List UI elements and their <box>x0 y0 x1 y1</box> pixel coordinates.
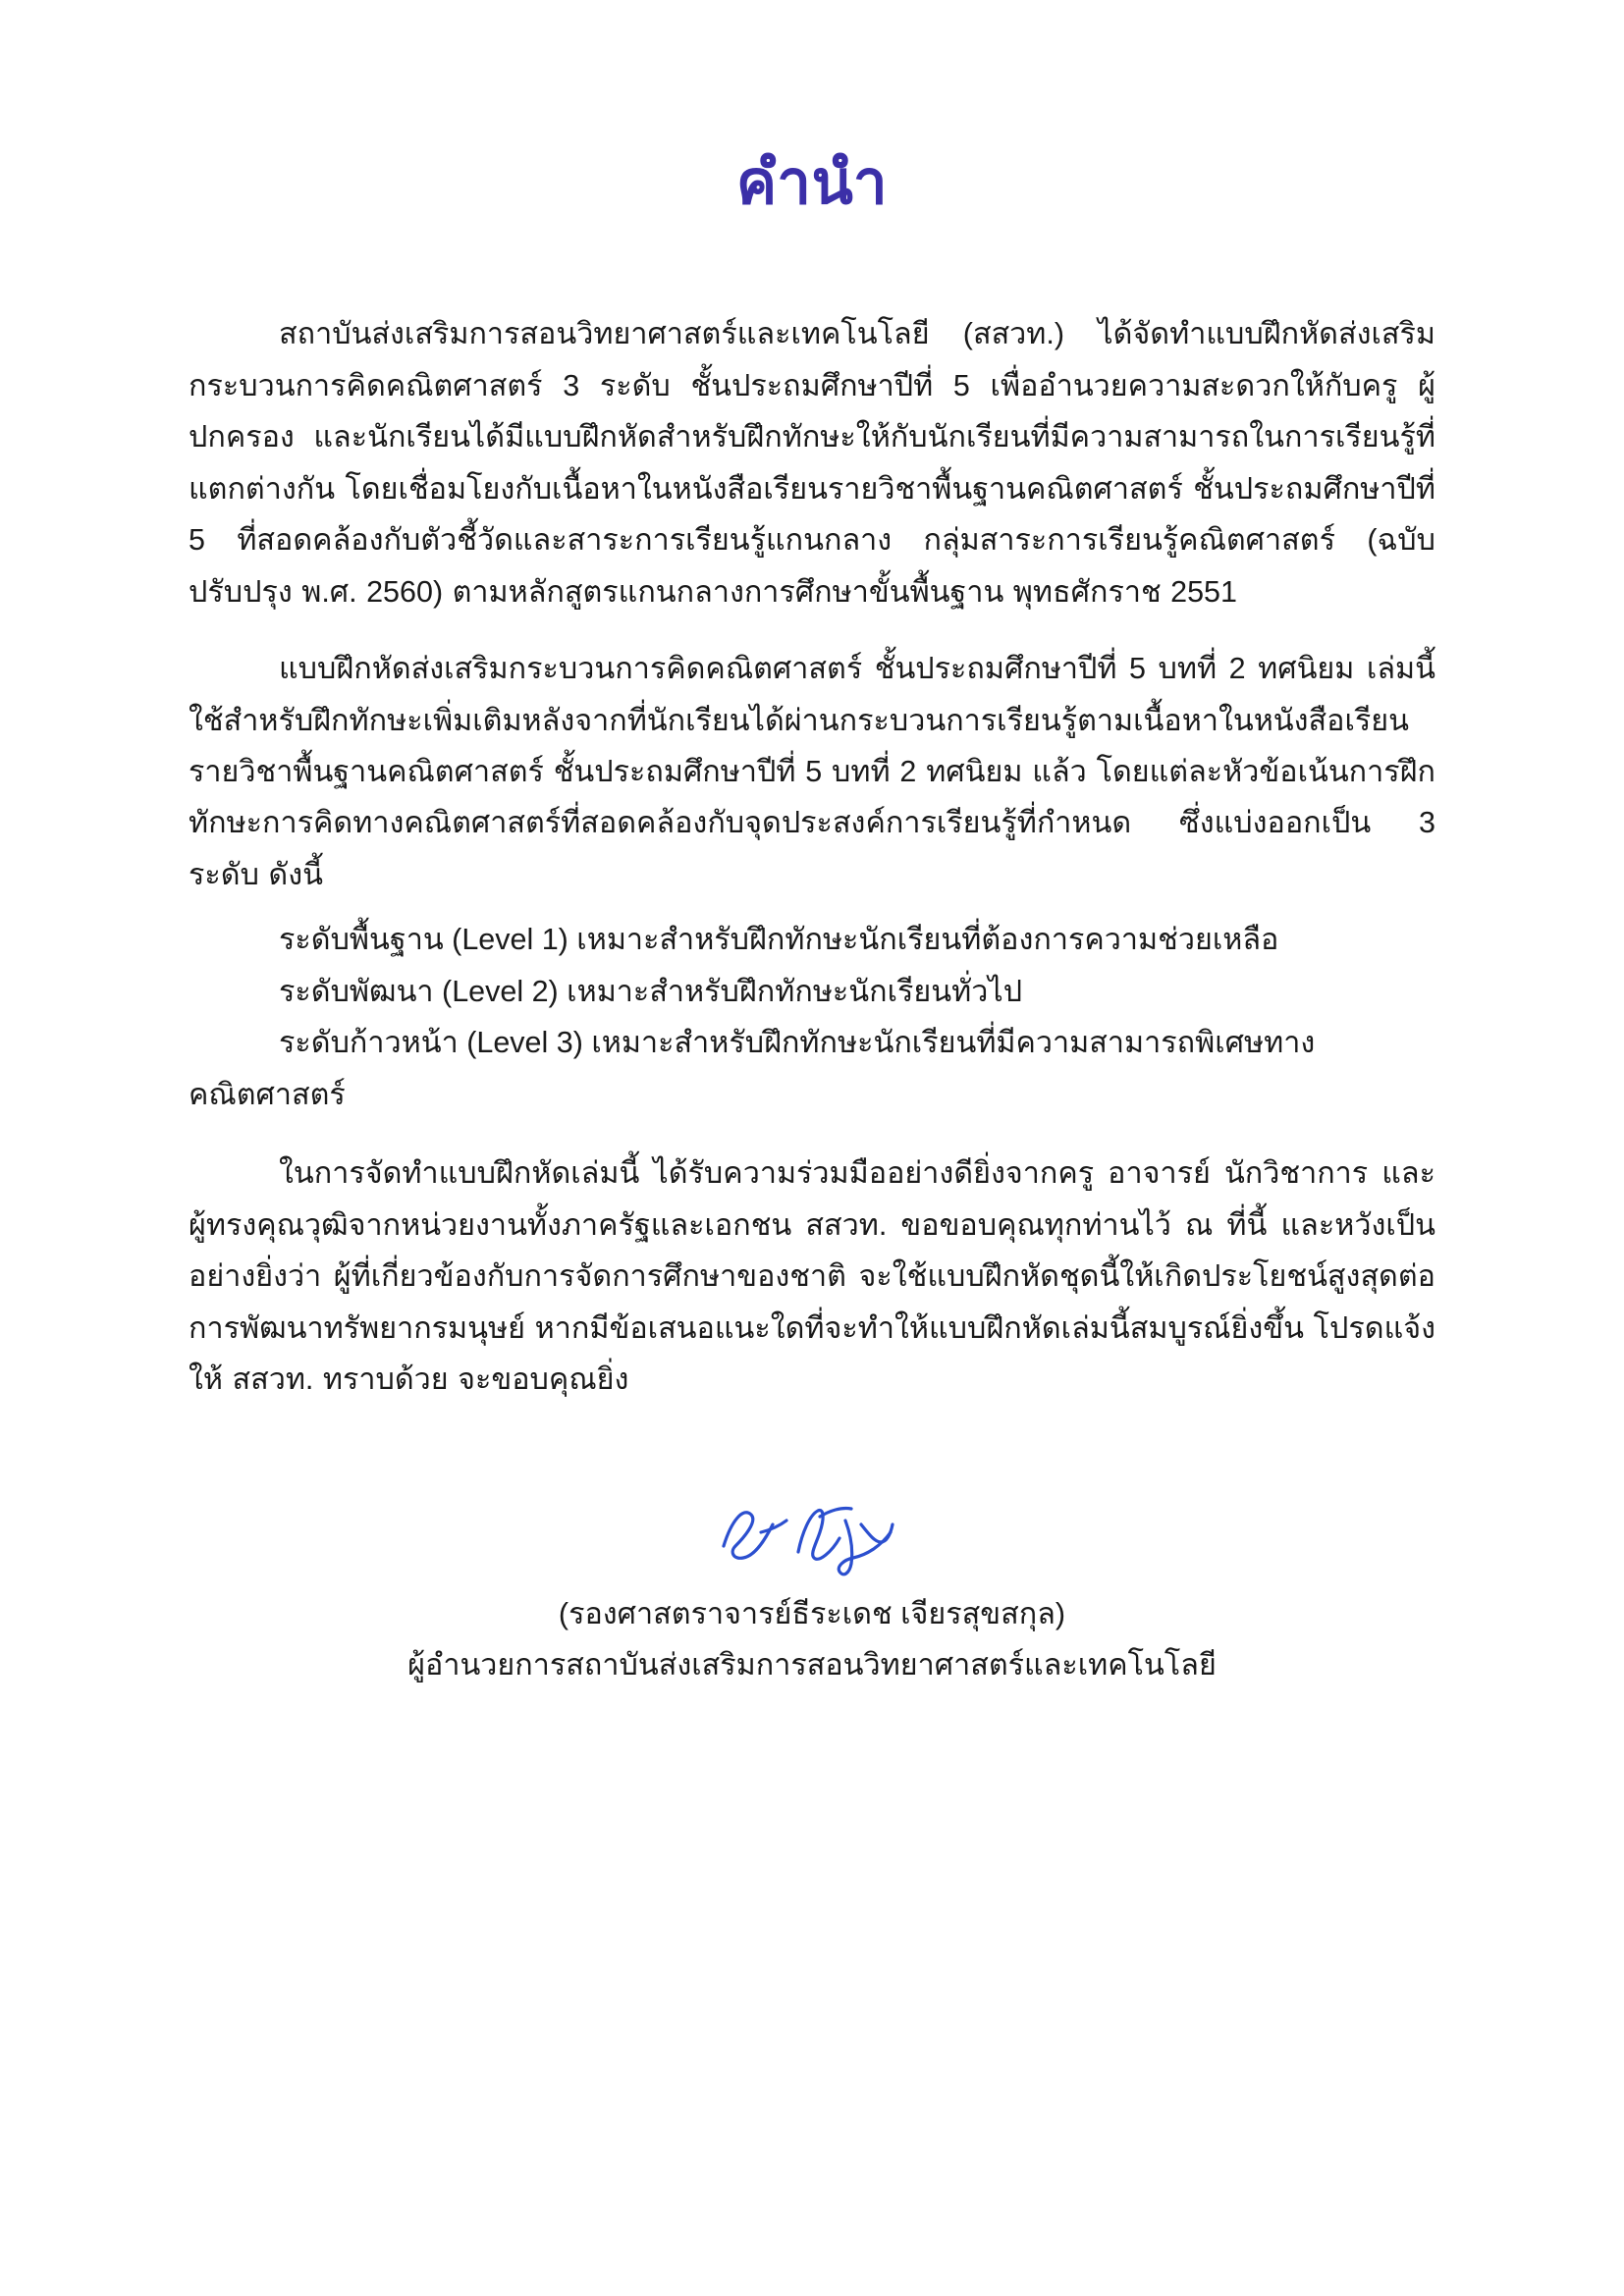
level-list <box>189 914 1435 1120</box>
signature-name: (รองศาสตราจารย์ธีระเดช เจียรสุขสกุล) <box>558 1597 1066 1631</box>
level-item-1: ระดับพื้นฐาน (Level 1) เหมาะสำหรับฝึกทักษะนักเรียนที่ต้องการความช่วยเหลือ <box>279 923 1279 957</box>
document-body <box>189 220 1435 1682</box>
handwritten-signature-icon <box>704 1481 920 1589</box>
paragraph-acknowledgement: ในการจัดทำแบบฝึกหัดเล่มนี้ ได้รับความร่วมมืออย่างดียิ่งจากครู อาจารย์ นักวิชาการ และผู้ทรงคุณวุฒิจากหน่วยงานทั้งภาครัฐและเอกชน สสวท. ขอขอบคุณทุกท่านไว้ ณ ที่นี้ และหวังเป็นอย่างยิ่งว่า ผู้ที่เกี่ยวข้องกับการจัดการศึกษาของชาติ จะใช้แบบฝึกหัดชุดนี้ให้เกิดประโยชน์สูงสุดต่อการพัฒนาทรัพยากรมนุษย์ หากมีข้อเสนอแนะใดที่จะทำให้แบบฝึกหัดเล่มนี้สมบูรณ์ยิ่งขึ้น โปรดแจ้งให้ สสวท. ทราบด้วย จะขอบคุณยิ่ง <box>189 1156 1435 1396</box>
paragraph-intro: สถาบันส่งเสริมการสอนวิทยาศาสตร์และเทคโนโลยี (สสวท.) ได้จัดทำแบบฝึกหัดส่งเสริมกระบวนการคิดคณิตศาสตร์ 3 ระดับ ชั้นประถมศึกษาปีที่ 5 เพื่ออำนวยความสะดวกให้กับครู ผู้ปกครอง และนักเรียนได้มีแบบฝึกหัดสำหรับฝึกทักษะให้กับนักเรียนที่มีความสามารถในการเรียนรู้ที่แตกต่างกัน โดยเชื่อมโยงกับเนื้อหาในหนังสือเรียนรายวิชาพื้นฐานคณิตศาสตร์ ชั้นประถมศึกษาปีที่ 5 ที่สอดคล้องกับตัวชี้วัดและสาระการเรียนรู้แกนกลาง กลุ่มสาระการเรียนรู้คณิตศาสตร์ (ฉบับปรับปรุง พ.ศ. 2560) ตามหลักสูตรแกนกลางการศึกษาขั้นพื้นฐาน พุทธศักราช 2551 <box>189 317 1435 609</box>
level-item-3: ระดับก้าวหน้า (Level 3) เหมาะสำหรับฝึกทักษะนักเรียนที่มีความสามารถพิเศษทางคณิตศาสตร์ <box>189 1026 1316 1111</box>
signature-block <box>189 1481 1435 1682</box>
page-title: คำนำ <box>735 149 889 217</box>
paragraph-usage: แบบฝึกหัดส่งเสริมกระบวนการคิดคณิตศาสตร์ ชั้นประถมศึกษาปีที่ 5 บทที่ 2 ทศนิยม เล่มนี้ ใช้สำหรับฝึกทักษะเพิ่มเติมหลังจากที่นักเรียนได้ผ่านกระบวนการเรียนรู้ตามเนื้อหาในหนังสือเรียนรายวิชาพื้นฐานคณิตศาสตร์ ชั้นประถมศึกษาปีที่ 5 บทที่ 2 ทศนิยม แล้ว โดยแต่ละหัวข้อเน้นการฝึกทักษะการคิดทางคณิตศาสตร์ที่สอดคล้องกับจุดประสงค์การเรียนรู้ที่กำหนด ซึ่งแบ่งออกเป็น 3 ระดับ ดังนี้ <box>189 652 1435 891</box>
level-item-2: ระดับพัฒนา (Level 2) เหมาะสำหรับฝึกทักษะนักเรียนทั่วไป <box>279 974 1023 1008</box>
signature-role: ผู้อำนวยการสถาบันส่งเสริมการสอนวิทยาศาสตร์และเทคโนโลยี <box>407 1648 1217 1682</box>
